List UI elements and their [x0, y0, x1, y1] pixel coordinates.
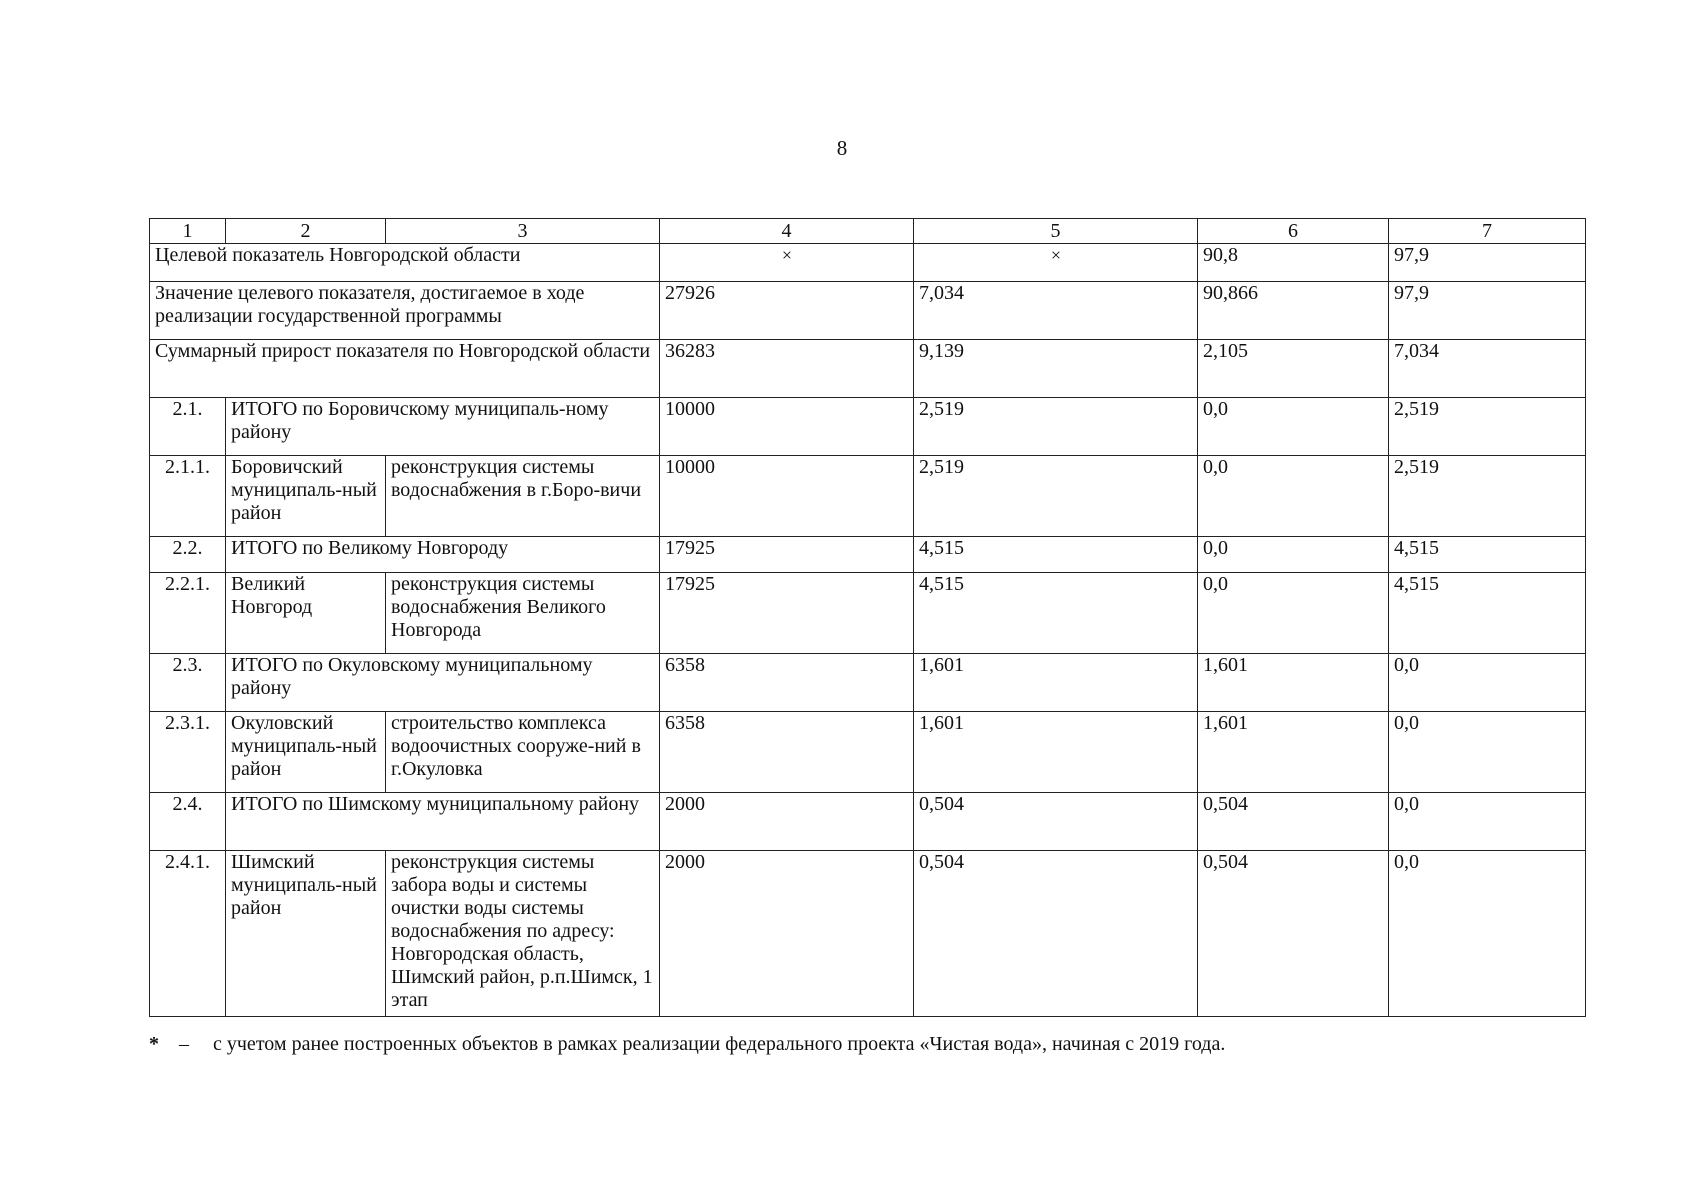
cell-value: 0,0	[1198, 537, 1389, 573]
row-number: 2.4.	[150, 793, 226, 851]
municipality-cell: Боровичский муниципаль-ный район	[226, 456, 386, 537]
column-header: 3	[386, 219, 660, 244]
table-row	[150, 340, 1586, 398]
cell-value: 90,866	[1198, 282, 1389, 340]
table-row	[150, 282, 1586, 340]
row-number: 2.4.1.	[150, 851, 226, 1017]
column-header: 5	[914, 219, 1198, 244]
cell-value: 7,034	[1389, 340, 1586, 398]
cell-value: 36283	[660, 340, 914, 398]
object-cell: реконструкция системы водоснабжения Великого Новгорода	[386, 573, 660, 654]
cell-value: 17925	[660, 537, 914, 573]
cell-value: 1,601	[1198, 654, 1389, 712]
cell-value: 6358	[660, 712, 914, 793]
row-label: ИТОГО по Великому Новгороду	[226, 537, 660, 573]
table-row	[150, 793, 1586, 851]
municipality-cell: Шимский муниципаль-ный район	[226, 851, 386, 1017]
page-number: 8	[836, 136, 848, 160]
row-number: 2.2.	[150, 537, 226, 573]
row-number: 2.1.1.	[150, 456, 226, 537]
not-applicable-mark: ×	[914, 244, 1198, 282]
cell-value: 0,504	[1198, 851, 1389, 1017]
cell-value: 9,139	[914, 340, 1198, 398]
target-row	[150, 244, 1586, 282]
row-label: Суммарный прирост показателя по Новгородской области	[150, 340, 660, 398]
table-row	[150, 851, 1586, 1017]
footnote-dash: –	[179, 1033, 189, 1055]
cell-value: 2,519	[914, 398, 1198, 456]
cell-value: 0,0	[1389, 793, 1586, 851]
cell-value: 2,519	[914, 456, 1198, 537]
row-number: 2.3.1.	[150, 712, 226, 793]
column-header: 2	[226, 219, 386, 244]
table-row	[150, 654, 1586, 712]
table-header-row	[150, 219, 1586, 244]
cell-value: 2000	[660, 851, 914, 1017]
cell-value: 27926	[660, 282, 914, 340]
cell-value: 2,519	[1389, 456, 1586, 537]
cell-value: 2000	[660, 793, 914, 851]
cell-value: 0,504	[914, 851, 1198, 1017]
cell-value: 0,504	[1198, 793, 1389, 851]
cell-value: 10000	[660, 456, 914, 537]
row-label: ИТОГО по Шимскому муниципальному району	[226, 793, 660, 851]
object-cell: реконструкция системы забора воды и системы очистки воды системы водоснабжения по адресу: Новгородская область, Шимский район, р.п.Шимск, 1 этап	[386, 851, 660, 1017]
column-header: 6	[1198, 219, 1389, 244]
table-row	[150, 398, 1586, 456]
cell-value: 2,519	[1389, 398, 1586, 456]
cell-value: 4,515	[914, 537, 1198, 573]
cell-value: 7,034	[914, 282, 1198, 340]
cell-value: 4,515	[1389, 573, 1586, 654]
indicator-table	[149, 218, 1586, 1017]
footnote	[149, 1033, 1225, 1056]
not-applicable-mark: ×	[660, 244, 914, 282]
footnote-marker: *	[149, 1033, 159, 1055]
footnote-text: с учетом ранее построенных объектов в рамках реализации федерального проекта «Чистая вода», начиная с 2019 года.	[213, 1033, 1226, 1055]
cell-value: 4,515	[1389, 537, 1586, 573]
municipality-cell: Великий Новгород	[226, 573, 386, 654]
cell-value: 1,601	[914, 654, 1198, 712]
column-header: 4	[660, 219, 914, 244]
table-row	[150, 573, 1586, 654]
cell-value: 10000	[660, 398, 914, 456]
table-row	[150, 537, 1586, 573]
cell-value: 0,0	[1198, 398, 1389, 456]
cell-value: 0,0	[1198, 456, 1389, 537]
cell-value: 2,105	[1198, 340, 1389, 398]
row-number: 2.2.1.	[150, 573, 226, 654]
object-cell: реконструкция системы водоснабжения в г.Боро-вичи	[386, 456, 660, 537]
column-header: 7	[1389, 219, 1586, 244]
table-row	[150, 712, 1586, 793]
cell-value: 0,504	[914, 793, 1198, 851]
row-label: Значение целевого показателя, достигаемое в ходе реализации государственной программы	[150, 282, 660, 340]
target-label: Целевой показатель Новгородской области	[150, 244, 660, 282]
cell-value: 97,9	[1389, 244, 1586, 282]
table-row	[150, 456, 1586, 537]
column-header: 1	[150, 219, 226, 244]
cell-value: 0,0	[1198, 573, 1389, 654]
municipality-cell: Окуловский муниципаль-ный район	[226, 712, 386, 793]
cell-value: 0,0	[1389, 712, 1586, 793]
cell-value: 1,601	[914, 712, 1198, 793]
cell-value: 1,601	[1198, 712, 1389, 793]
row-label: ИТОГО по Окуловскому муниципальному району	[226, 654, 660, 712]
cell-value: 90,8	[1198, 244, 1389, 282]
cell-value: 6358	[660, 654, 914, 712]
cell-value: 4,515	[914, 573, 1198, 654]
row-number: 2.1.	[150, 398, 226, 456]
row-label: ИТОГО по Боровичскому муниципаль-ному району	[226, 398, 660, 456]
cell-value: 17925	[660, 573, 914, 654]
cell-value: 0,0	[1389, 654, 1586, 712]
cell-value: 97,9	[1389, 282, 1586, 340]
cell-value: 0,0	[1389, 851, 1586, 1017]
row-number: 2.3.	[150, 654, 226, 712]
object-cell: строительство комплекса водоочистных сооруже-ний в г.Окуловка	[386, 712, 660, 793]
